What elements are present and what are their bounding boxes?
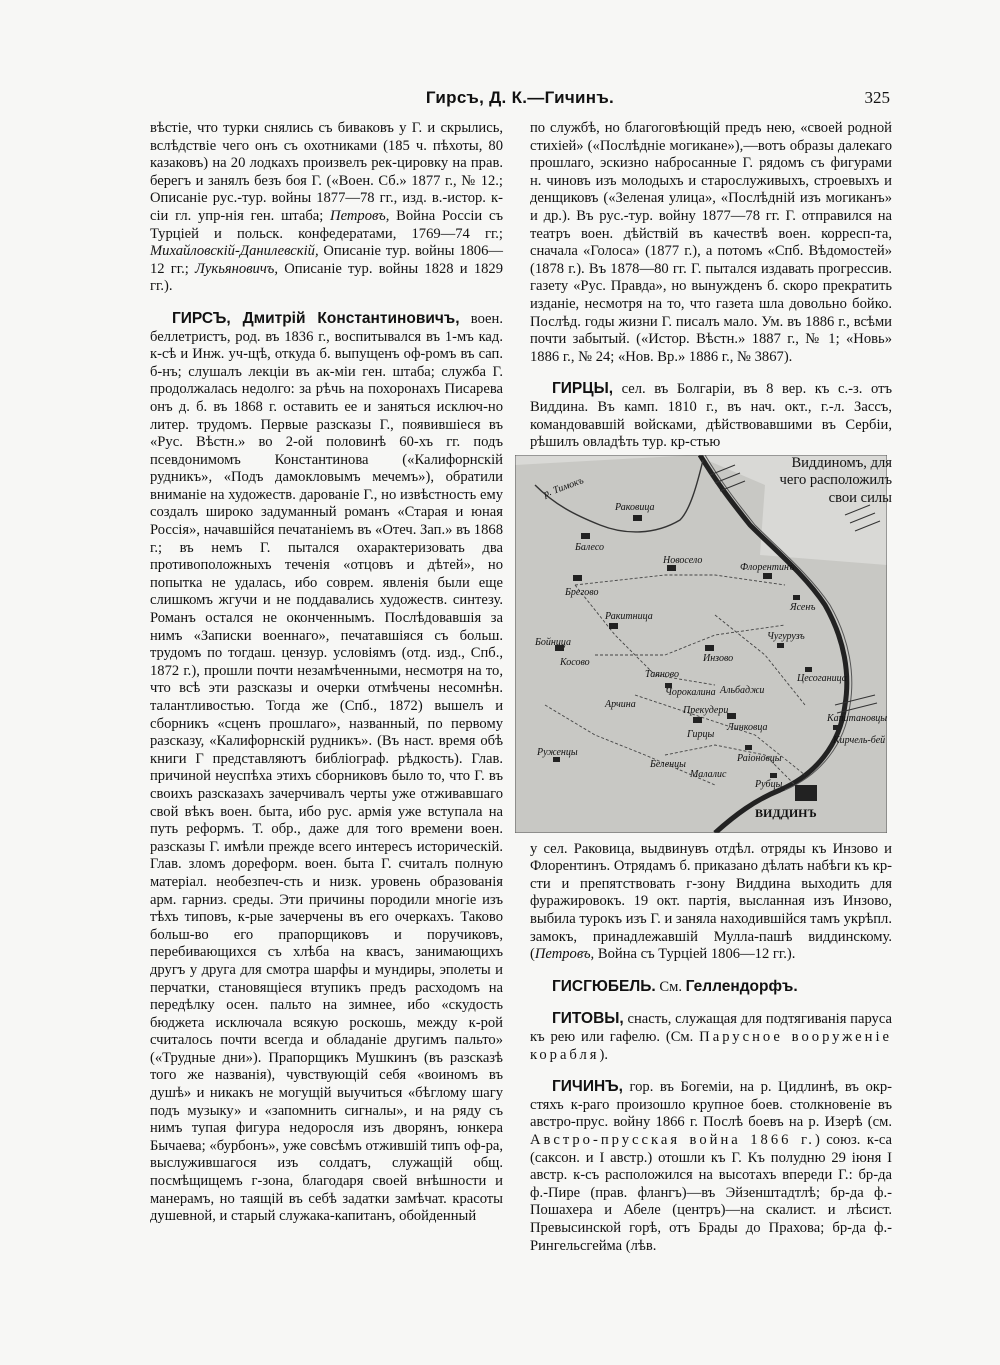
headword-gisgyubel: ГИСГЮБЕЛЬ. xyxy=(552,977,656,995)
headword-girtsy: ГИРЦЫ, xyxy=(552,380,614,398)
entry-text: воен. беллетристъ, род. въ 1836 г., воспитывался въ 1-мъ кад. к-сѣ и Инж. уч-щѣ, откуда б. выпущенъ оф-ромъ въ сап. б-нъ; слушалъ лекціи въ ак-міи ген. штаба; служба Г. продолжалась недолго: за рѣчь на похоронахъ Писарева онъ д. б. въ 1868 г. оставить ее и заняться исключ-но литер. трудомъ. Первые разсказы Г., появившіеся въ «Рус. Вѣстн.» во 2-ой половинѣ 60-хъ гг. подъ псевдонимомъ Константинова («Калифорнскій рудникъ», «Подъ дамокловымъ мечемъ»), обратили вниманіе на художеств. дарованіе Г., но извѣстность ему создалъ широко задуманный романъ «Старая и юная Россія», начавшійся печатаніемъ въ «Отеч. Зап.» въ 1868 г.; въ немъ Г. пытался охарактеризовать два противоположныхъ теченія «отцовъ и дѣтей», но попытка не удалась, ибо соврем. явленія были еще слишкомъ жгучи и не поддавались художеств. синтезу. Романъ остался не оконченнымъ. Послѣдовавшія за нимъ «Записки военнаго», печатавшіяся съ больш. трудомъ по тогдаш. цензур. условіямъ (отд. изд., Спб., 1872 г.), прошли почти незамѣченными, несмотря на то, что всѣ эти разсказы и очерки отмѣчены несомнѣн. талантливостью. Тогда же (Спб., 1872) вышелъ и сборникъ «сценъ прошлаго», названный, по первому разсказу, «Калифорнскій рудникъ». (Въ наст. время обѣ книги Г представляютъ библіограф. рѣдкость). Глав. причиной неуспѣха этихъ сборниковъ было то, что Г. въ своихъ разсказахъ зачерчивалъ черты уже отживавшаго свой вѣкъ воен. быта, ибо рус. армія уже вступала на путь реформъ. Т. обр., даже для того времени воен. разсказы Г. имѣли прежде всего интересъ историческій. Глав. зломъ дореформ. воен. быта Г. считалъ полную матеріал. необезпеч-сть и низк. уровень образованія арм. гарниз. среды. Эти причины породили многіе изъ тѣхъ типовъ, к-рые зачерчены въ его очеркахъ. Таково больш-во его прапорщиковъ и поручиковъ, перебивающихся съ хлѣба на квасъ, занимающихъ другъ у друга для смотра шарфы и мундиры, эполеты и перчатки, становящіеся втупикъ предъ расходомъ на передѣлку осен. пальто на зимнее, ибо «скудость бюджета исключала всякую роскошь, между к-рой считалось почти всегда и обладаніе другимъ пальто» («Трудные дни»). Прапорщикъ Мушкинъ (въ разсказѣ того же названія), чувствующій себя «воиномъ въ душѣ» и никакъ не могущій выучиться «бѣглому шагу подъ музыку» и «запомнить сигналы», и на ряду съ нимъ тупая фигура недоросля изъ дворянъ, юнкера Бычаева; «бурбонъ», уже совсѣмъ отжившій типъ оф-ра, выслужившагося изъ солдатъ, служащій общ. посмѣщищемъ г-зона, благодаря своей внѣшности и манерамъ, но таящій въ себѣ задатки замѣчат. красоты душевной, и старый служака-капитанъ, обойденный xyxy=(150,310,503,1225)
map-label: р. Тимокъ xyxy=(542,474,586,500)
paragraph-continuation: по службѣ, но благоговѣющій предъ нею, «своей родной стихіей» («Послѣдніе могикане»),—вотъ образы далекаго прошлаго, эскизно набросанные Г. рядомъ съ фигурами н. чиновъ изъ молодыхъ и старослуживыхъ, строевыхъ и денщиковъ («Зеленая улица», «Послѣдній изъ могиканъ» и др.). Въ рус.-тур. войну 1877—78 гг. Г. отправился на театръ воен. дѣйствій въ качествѣ воен. корресп-та, сначала «Голоса» (1877 г.), а потомъ «Спб. Вѣдомостей» (1878 г.). Въ 1878—80 гг. Г. пытался издавать прогрессив. газету «Рус. Правда», но вынужденъ б. скоро прекратить изданіе, несмотря на то, что газета шла довольно бойко. Послѣд. годы жизни Г. писалъ мало. Ум. въ 1886 г., всѣми почти забытый. («Истор. Вѣстн.» 1887 г., № 1; «Новь» 1886 г., № 24; «Нов. Вр.» 1886 г., № 3867). xyxy=(530,120,892,365)
reference-author: Лукьяновичъ, xyxy=(195,260,279,277)
headword-gichin: ГИЧИНЪ, xyxy=(552,1078,623,1096)
map-label: Балесо xyxy=(575,541,605,553)
page-header xyxy=(150,88,890,112)
map-girtsy-viddin xyxy=(515,455,887,833)
map-label: Чугурузъ xyxy=(767,630,805,642)
map-label: Кирчель-бей xyxy=(833,734,886,746)
map-label: Ракитница xyxy=(605,610,653,622)
map-label: Цесоганица xyxy=(797,672,847,684)
reference-author: Петровъ, xyxy=(330,207,390,224)
headword-girs: ГИРСЪ, Дмитрій Константиновичъ, xyxy=(172,309,460,327)
map-label: Рубцы xyxy=(755,778,783,790)
map-label: Альбаджи xyxy=(720,684,765,696)
map-label: Таяново xyxy=(645,668,680,680)
map-label: Раковица xyxy=(615,501,655,513)
entry-girtsy: ГИРЦЫ, сел. въ Болгаріи, въ 8 вер. къ с.-з. отъ Виддина. Въ камп. 1810 г., въ нач. окт., г.-л. Зассъ, командовавшій войсками, дѣйствовавшими въ Сербіи, рѣшилъ овладѣть тур. кр-стью xyxy=(530,380,892,451)
page-number: 325 xyxy=(864,88,890,107)
map-label-viddin: ВИДДИНЪ xyxy=(755,805,817,820)
headword-gitovy: ГИТОВЫ, xyxy=(552,1010,624,1028)
map-label: Раіоновцы xyxy=(737,752,782,764)
right-column xyxy=(530,120,892,1255)
map-label: Арчина xyxy=(605,698,636,710)
cross-reference: Австро-прусская война 1866 г. xyxy=(530,1132,815,1148)
paragraph-girtsy-continued: у сел. Раковица, выдвинувъ отдѣл. отряды къ Инзово и Флорентинъ. Отрядамъ б. приказано дѣлать набѣги къ кр-сти и препятствовать г-зону Виддина выходить для фуражировокъ. 19 окт. партія, высланная изъ Инзово, выбила турокъ изъ Г. и заняла находившійся тамъ укрѣпл. замокъ, принадлежавшій Мулла-пашѣ виддинскому. (Петровъ, Война съ Турціей 1806—12 гг.). xyxy=(530,840,892,963)
entry-gitovy: ГИТОВЫ, снасть, служащая для подтягиванія паруса къ рею или гафелю. (См. Парусное вооруженіе корабля). xyxy=(530,1010,892,1063)
left-column xyxy=(150,120,503,1226)
reference-author: Петровъ, xyxy=(534,946,595,963)
map-label: Линковца xyxy=(727,721,768,733)
map-label: Инзово xyxy=(703,652,734,664)
entry-girs xyxy=(150,310,503,1226)
cross-reference: Геллендорфъ. xyxy=(685,977,798,995)
cross-reference: Парусное вооруженіе корабля xyxy=(530,1029,892,1063)
map-image xyxy=(515,455,887,833)
map-label: Гирцы xyxy=(687,728,715,740)
map-block xyxy=(530,455,892,833)
entry-gisgyubel: ГИСГЮБЕЛЬ. См. Геллендорфъ. xyxy=(552,977,798,995)
map-label: Ясенъ xyxy=(790,601,816,613)
map-label: Капитановцы xyxy=(827,712,887,724)
reference-author: Михайловскій-Данилевскій, xyxy=(150,243,319,260)
entry-gichin: ГИЧИНЪ, гор. въ Богеміи, на р. Цидлинѣ, въ окр-стяхъ к-раго произошло крупное боев. столкновеніе въ австро-прус. войну 1866 г. Послѣ боевъ на р. Изерѣ (см. Австро-прусская война 1866 г.) союз. к-са (саксон. и I австр.) отошли къ Г. Къ полудню 29 іюня I австр. к-съ расположился на высотахъ впереди Г.: бр-да ф.-Пире (прав. флангъ)—въ Эйзенштадтлѣ; бр-да ф.-Пошахера и Абеле (центръ)—на скалист. и лѣсист. Превысинской горѣ, отъ Брады до Прахова; бр-да ф.-Рингельсгейма (лѣв. xyxy=(530,1078,892,1254)
running-title: Гирсъ, Д. К.—Гичинъ. xyxy=(425,88,615,107)
map-label: Брегово xyxy=(565,586,599,598)
paragraph-continuation: вѣстіе, что турки снялись съ биваковъ у Г. и скрылись, вслѣдствіе чего онъ съ охотниками (185 ч. пѣхоты, 80 казаковъ) на 20 лодкахъ произвелъ рек-цировку на прав. берегъ и занялъ безъ боя Г. («Воен. Сб.» 1877 г., № 12.; Описаніе рус.-тур. войны 1877—78 гг., изд. в.-истор. к-сіи гл. упр-нія ген. штаба; Петровъ, Война Россіи съ Турціей и польск. конфедератами, 1769—74 гг.; Михайловскій-Данилевскій, Описаніе тур. войны 1806—12 гг.; Лукьяновичъ, Описаніе тур. войны 1828 и 1829 гг.). xyxy=(150,120,504,295)
map-label: Флорентинъ xyxy=(740,561,795,573)
map-label: Прекудери xyxy=(683,704,729,716)
map-label: Малалис xyxy=(690,768,727,780)
map-label: Косово xyxy=(560,656,590,668)
map-side-text: Виддиномъ, для чего расположилъ свои силы xyxy=(779,454,892,506)
map-label: Чорокалина xyxy=(665,686,716,698)
map-label: Руженцы xyxy=(537,746,578,758)
map-label: Новосело xyxy=(663,554,703,566)
map-label: Беленцы xyxy=(650,758,686,770)
map-label: Бойница xyxy=(535,636,571,648)
